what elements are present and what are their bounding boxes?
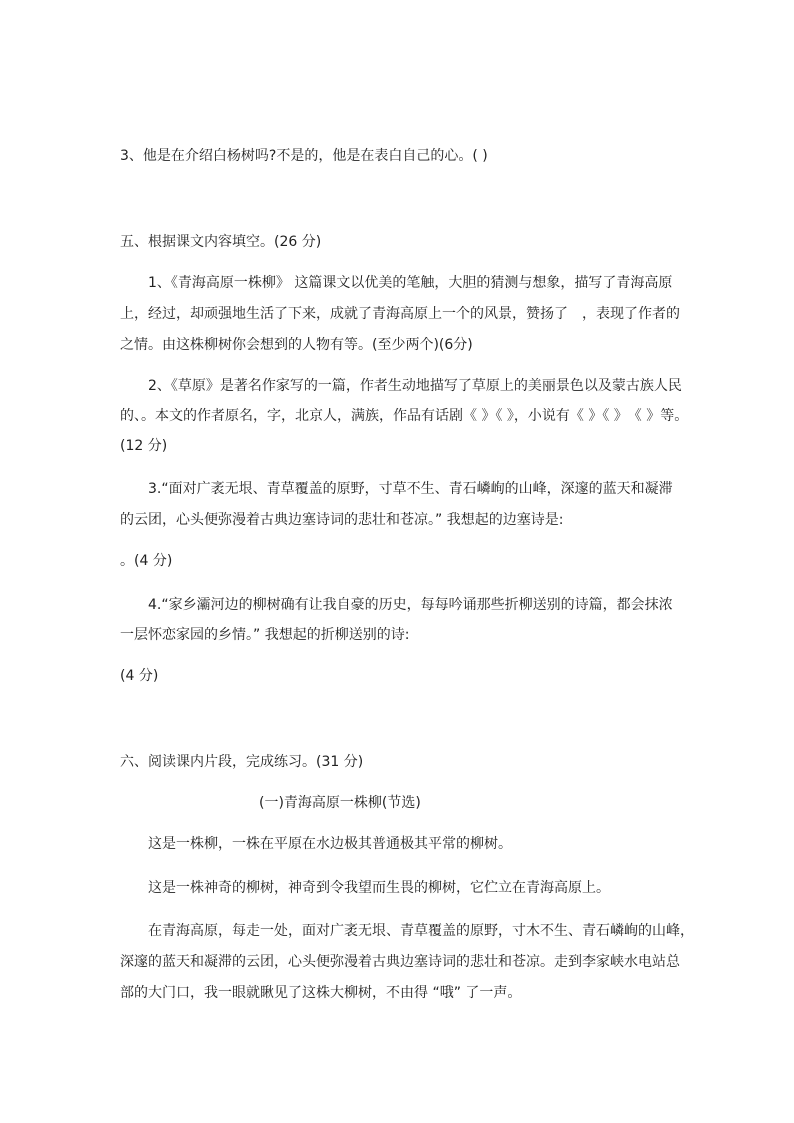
section-6-heading: 六、阅读课内片段，完成练习。(31 分) — [120, 754, 364, 770]
passage-paragraph-3-line-1: 在青海高原，每走一处，面对广袤无垠、青草覆盖的原野，寸木不生、青石嶙峋的山峰， — [148, 923, 694, 939]
passage-paragraph-3-line-2: 深邃的蓝天和凝滞的云团，心头便弥漫着古典边塞诗词的悲壮和苍凉。走到李家峡水电站总 — [120, 954, 680, 970]
section-5-heading: 五、根据课文内容填空。(26 分) — [120, 234, 322, 250]
item-4-line-1: 4.“家乡灞河边的柳树确有让我自豪的历史，每每吟诵那些折柳送别的诗篇，都会抹浓 — [148, 597, 673, 613]
item-2-line-2: 的、。本文的作者原名，字，北京人，满族，作品有话剧《 》《 》，小说有《 》《 》 《 》等。 — [120, 408, 689, 424]
item-1-line-1: 1、《青海高原一株柳》 这篇课文以优美的笔触，大胆的猜测与想象，描写了青海高原 — [148, 275, 673, 291]
passage-title: (一)青海高原一株柳(节选) — [259, 795, 421, 811]
item-1-line-3: 之情。由这株柳树你会想到的人物有等。(至少两个)(6分) — [120, 337, 473, 353]
item-4-line-3: (4 分) — [120, 668, 159, 684]
passage-paragraph-1: 这是一株柳，一株在平原在水边极其普通极其平常的柳树。 — [148, 836, 512, 852]
passage-paragraph-3-line-3: 部的大门口，我一眼就瞅见了这株大柳树，不由得 “哦” 了一声。 — [120, 985, 522, 1001]
item-3-line-1: 3.“面对广袤无垠、青草覆盖的原野，寸草不生、青石嶙峋的山峰，深邃的蓝天和凝滞 — [148, 481, 673, 497]
passage-paragraph-2: 这是一株神奇的柳树，神奇到令我望而生畏的柳树，它伫立在青海高原上。 — [148, 880, 610, 896]
item-1-line-2: 上，经过，却顽强地生活了下来，成就了青海高原上一个的风景，赞扬了 ，表现了作者的 — [120, 306, 680, 322]
item-2-line-1: 2、《草原》是著名作家写的一篇，作者生动地描写了草原上的美丽景色以及蒙古族人民 — [148, 378, 682, 394]
item-3-line-2: 的云团，心头便弥漫着古典边塞诗词的悲壮和苍凉。” 我想起的边塞诗是: — [120, 512, 564, 528]
item-2-line-3: (12 分) — [120, 438, 168, 454]
item-4-line-2: 一层怀恋家园的乡情。” 我想起的折柳送别的诗: — [120, 627, 410, 643]
item-3-line-3: 。(4 分) — [120, 553, 173, 569]
question-3: 3、他是在介绍白杨树吗?不是的，他是在表白自己的心。( ) — [120, 148, 488, 164]
